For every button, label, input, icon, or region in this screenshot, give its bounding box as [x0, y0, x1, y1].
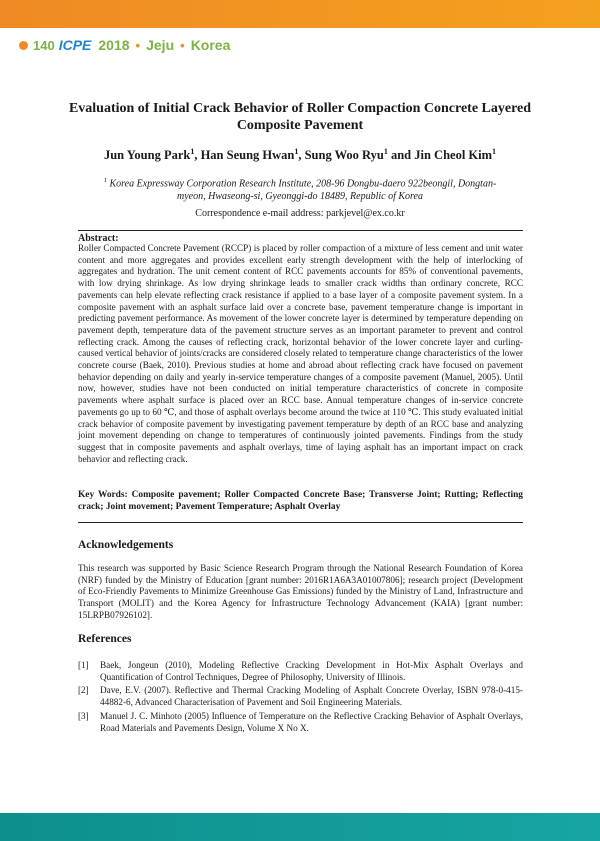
correspondence-email: Correspondence e-mail address: parkjevel@ex.co.kr	[195, 208, 405, 219]
author-list	[60, 147, 540, 163]
author-affiliation-mark: 1	[383, 147, 388, 156]
author-name: Jun Young Park	[103, 148, 191, 163]
acknowledgements-text: This research was supported by Basic Science Research Program through the National Research Foundation of Korea (NRF) funded by the Ministry of Education [grant number: 2016R1A6A3A01007806]; research project (Development of Eco-Friendly Pavements to Minimize Greenhouse Gas Emissions) funded by the Ministry of Land, Infrastructure and Transport (MOLIT) and the Korea Agency for Infrastructure Technology Advancement (KAIA) [grant number: 15LRPB07926102].	[78, 563, 523, 620]
paper-title: Evaluation of Initial Crack Behavior of Roller Compaction Concrete Layered Composite Pavement	[68, 101, 532, 133]
acknowledgements-heading: Acknowledgements	[78, 539, 174, 551]
logo-city: Jeju	[146, 37, 175, 53]
author-name: Jin Cheol Kim	[414, 148, 493, 163]
logo-number: 140	[33, 37, 55, 53]
divider	[78, 230, 523, 231]
references-heading: References	[78, 633, 132, 645]
author-affiliation-mark: 1	[492, 147, 497, 156]
keywords: Key Words: Composite pavement; Roller Compacted Concrete Base; Transverse Joint; Rutting; Reflecting crack; Joint movement; Pavement Temperature; Asphalt Overlay	[78, 490, 523, 512]
affiliation	[90, 175, 510, 203]
reference-number: [2]	[78, 685, 89, 696]
header-color-bar	[0, 0, 600, 28]
author-affiliation-mark: 1	[294, 147, 299, 156]
author-name: Han Seung Hwan	[200, 148, 295, 163]
logo-country: Korea	[190, 37, 231, 53]
author-separator: and	[387, 148, 415, 163]
logo-dot-icon	[19, 41, 28, 50]
reference-text: Dave, E.V. (2007). Reflective and Thermal Cracking Modeling of Asphalt Concrete Overlay, ISBN 978-0-415-44882-6, Advanced Characterisation of Pavement and Soil Engineering Materials.	[100, 685, 523, 708]
reference-item	[78, 711, 523, 734]
author-name: Sung Woo Ryu	[304, 148, 384, 163]
reference-number: [3]	[78, 710, 89, 721]
reference-item	[78, 685, 523, 708]
abstract-heading: Abstract:	[78, 233, 119, 244]
logo-name: ICPE	[58, 37, 92, 53]
reference-text: Manuel J. C. Minhoto (2005) Influence of Temperature on the Reflective Cracking Behavior of Asphalt Overlays, Road Materials and Pavements Design, Volume X No X.	[100, 710, 523, 733]
reference-item	[78, 660, 523, 683]
logo-year: 2018	[98, 37, 130, 53]
abstract-text: Roller Compacted Concrete Pavement (RCCP) is placed by roller compaction of a mixture of less cement and unit water content and more aggregates and provides excellent early strength development with the help of interlocking of aggregates and hydration. The unit cement content of RCC pavements accounts for 85% of conventional pavements, with low drying shrinkage. As low drying shrinkage leads to smaller crack widths than ordinary concrete, RCC pavements can help elevate reflecting crack resistance if applied to a base layer of a composite pavement system. In a composite pavement with an asphalt surface laid over a concrete base, pavement temperature change is important in predicting pavement performance. As movement of the lower concrete layer is determined by temperature depending on pavement depth, temperature data of the pavement structure serves as an important parameter to prevent and control reflecting crack. Among the causes of reflecting crack, horizontal behavior of the lower concrete layer and curling-caused vertical behavior of joints/cracks are considered closely related to temperature change characteristics of the lower concrete course (Baek, 2010). Previous studies at home and abroad about reflecting crack have focused on pavement behavior depending on daily and yearly in-service temperature changes of a composite pavement (Manuel, 2005). Until now, however, studies have not been conducted on initial temperature characteristics of concrete in composite pavements where asphalt surface is placed over an RCC base. Annual temperature changes of in-service concrete pavements go up to 60 ℃, and those of asphalt overlays become around the twice at 110 ℃. This study evaluated initial crack behavior of composite pavement by investigating pavement temperature by depth of an RCC base and analyzing joint movement depending on change to temperatures of continuously jointed pavements. Findings from the study suggest that in composite pavements and asphalt overlays, time of laying asphalt has an important impact on crack behavior and reflecting crack.	[78, 243, 523, 464]
author-affiliation-mark: 1	[190, 147, 195, 156]
divider	[78, 522, 523, 523]
author-separator: ,	[298, 148, 305, 163]
reference-list	[78, 660, 523, 736]
reference-text: Baek, Jongeun (2010), Modeling Reflective Cracking Development in Hot-Mix Asphalt Overlays and Quantification of Control Techniques, Degree of Philosophy, University of Illinois.	[100, 660, 523, 682]
footer-color-bar	[0, 813, 600, 841]
author-separator: ,	[194, 148, 201, 163]
reference-number: [1]	[78, 660, 89, 670]
logo-separator: •	[180, 37, 185, 53]
affiliation-mark: 1	[103, 177, 107, 184]
affiliation-text: Korea Expressway Corporation Research Institute, 208-96 Dongbu-daero 922beongil, Dongtan-myeon, Hwaseong-si, Gyeonggi-do 18489, Republic of Korea	[109, 178, 497, 202]
logo-separator: •	[135, 37, 141, 53]
conference-logo	[19, 35, 230, 55]
